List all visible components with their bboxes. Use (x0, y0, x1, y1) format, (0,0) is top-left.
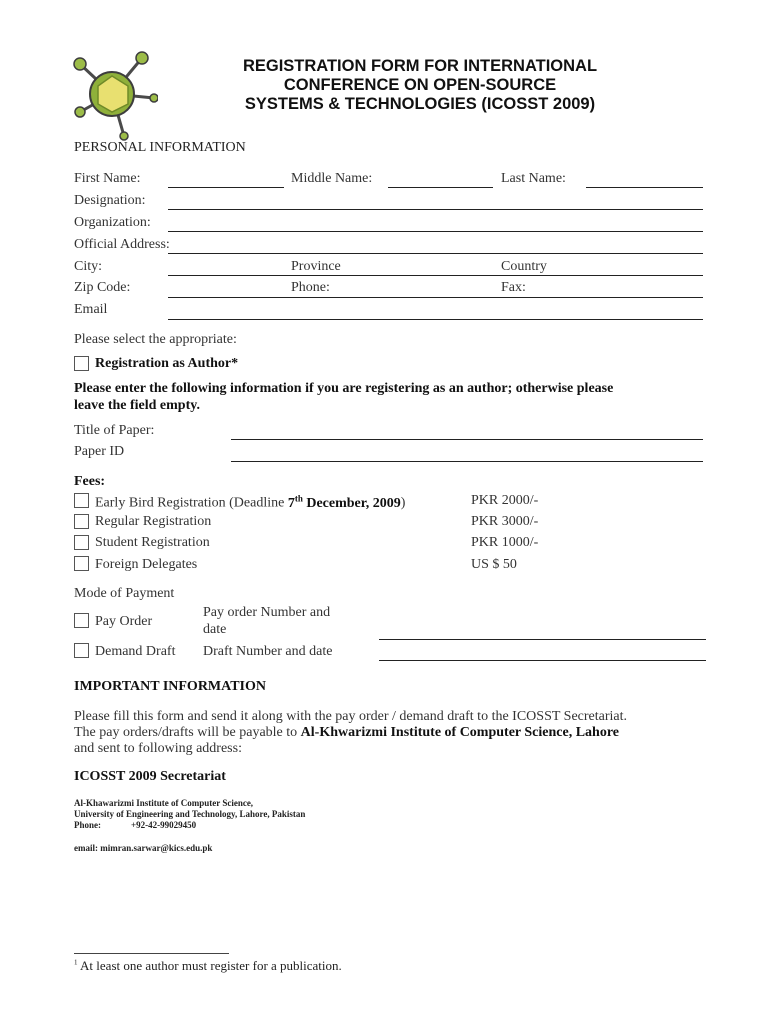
pay-order-label: Pay Order (95, 614, 153, 629)
city-province-country-field[interactable] (168, 275, 703, 276)
last-name-field[interactable] (586, 187, 703, 188)
title-line-2: CONFERENCE ON OPEN-SOURCE (283, 76, 557, 94)
deadline-rest: December, 2009 (302, 495, 401, 511)
regular-checkbox[interactable] (74, 514, 89, 529)
author-note-line-2: leave the field empty. (74, 398, 200, 413)
city-label: City: (74, 259, 103, 274)
secretariat-heading: ICOSST 2009 Secretariat (74, 769, 226, 784)
address-line-2: University of Engineering and Technology, Lahore, Pakistan (74, 809, 306, 819)
form-title (190, 57, 650, 114)
early-bird-label (95, 493, 405, 512)
fees-heading: Fees: (74, 474, 106, 489)
email-field[interactable] (168, 319, 703, 320)
pay-order-field[interactable] (379, 639, 706, 640)
footnote-text: At least one author must register for a publication. (80, 958, 342, 973)
molecule-logo-icon (66, 46, 158, 142)
regular-label: Regular Registration (95, 514, 212, 529)
first-name-field[interactable] (168, 187, 284, 188)
pay-order-detail-line-1: Pay order Number and (203, 605, 331, 620)
early-bird-price: PKR 2000/- (471, 493, 539, 508)
designation-field[interactable] (168, 209, 703, 210)
official-address-label: Official Address: (74, 237, 170, 252)
foreign-label: Foreign Delegates (95, 557, 198, 572)
important-heading: IMPORTANT INFORMATION (74, 679, 267, 694)
early-bird-text: Early Bird Registration (Deadline (95, 495, 288, 511)
paper-title-label: Title of Paper: (74, 423, 155, 438)
organization-field[interactable] (168, 231, 703, 232)
paper-title-field[interactable] (231, 439, 703, 440)
title-line-1: REGISTRATION FORM FOR INTERNATIONAL (242, 57, 598, 75)
payment-heading: Mode of Payment (74, 586, 175, 601)
draft-field[interactable] (379, 660, 706, 661)
pay-order-checkbox[interactable] (74, 613, 89, 628)
select-prompt: Please select the appropriate: (74, 332, 237, 347)
address-email: email: mimran.sarwar@kics.edu.pk (74, 843, 213, 853)
student-price: PKR 1000/- (471, 535, 539, 550)
deadline-sup: th (294, 493, 303, 503)
regular-price: PKR 3000/- (471, 514, 539, 529)
last-name-label: Last Name: (501, 171, 566, 186)
fax-label: Fax: (501, 280, 526, 295)
email-label: Email (74, 302, 108, 317)
designation-label: Designation: (74, 193, 146, 208)
foreign-price: US $ 50 (471, 557, 517, 572)
important-line-2 (74, 725, 619, 741)
student-label: Student Registration (95, 535, 210, 550)
footnote-mark: 1 (74, 958, 78, 967)
organization-label: Organization: (74, 215, 151, 230)
personal-info-heading: PERSONAL INFORMATION (74, 140, 246, 155)
demand-draft-label: Demand Draft (95, 644, 176, 659)
address-phone-value: +92-42-99029450 (131, 820, 197, 830)
paper-id-label: Paper ID (74, 444, 125, 459)
address-line-1: Al-Khawarizmi Institute of Computer Science, (74, 798, 254, 808)
zip-code-label: Zip Code: (74, 280, 131, 295)
author-note-line-1: Please enter the following information if you are registering as an author; otherwise please (74, 381, 614, 396)
deadline-day: 7 (287, 495, 295, 511)
student-checkbox[interactable] (74, 535, 89, 550)
important-line-2-pre: The pay orders/drafts will be payable to (74, 725, 301, 740)
early-bird-checkbox[interactable] (74, 493, 89, 508)
footnote-separator (74, 953, 229, 954)
footnote (74, 958, 342, 974)
draft-detail-label: Draft Number and date (203, 644, 333, 659)
deadline-close: ) (400, 495, 406, 511)
middle-name-label: Middle Name: (291, 171, 373, 186)
country-label: Country (501, 259, 547, 274)
address-phone-label: Phone: (74, 820, 101, 830)
middle-name-field[interactable] (388, 187, 493, 188)
important-line-3: and sent to following address: (74, 741, 242, 756)
phone-label: Phone: (291, 280, 330, 295)
title-line-3: SYSTEMS & TECHNOLOGIES (ICOSST 2009) (244, 95, 596, 113)
payee-name: Al-Khwarizmi Institute of Computer Science, Lahore (300, 725, 619, 740)
important-line-1: Please fill this form and send it along with the pay order / demand draft to the ICOSST Secretariat. (74, 709, 627, 724)
first-name-label: First Name: (74, 171, 141, 186)
author-checkbox[interactable] (74, 356, 89, 371)
foreign-checkbox[interactable] (74, 556, 89, 571)
official-address-field[interactable] (168, 253, 703, 254)
province-label: Province (291, 259, 341, 274)
paper-id-field[interactable] (231, 461, 703, 462)
zip-phone-fax-field[interactable] (168, 297, 703, 298)
pay-order-detail-line-2: date (203, 622, 227, 637)
author-option-label: Registration as Author* (95, 356, 239, 371)
demand-draft-checkbox[interactable] (74, 643, 89, 658)
